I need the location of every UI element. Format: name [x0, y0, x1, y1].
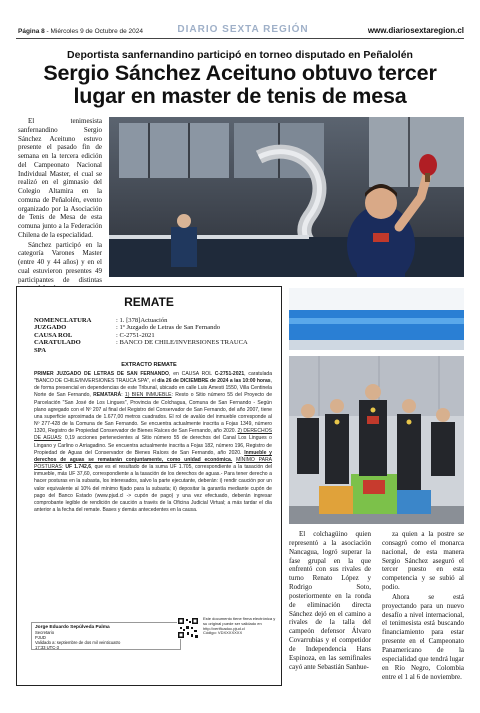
article-column-1 [289, 530, 371, 673]
player-celebration-photo [109, 117, 464, 277]
newspaper-brand: DIARIO SEXTA REGIÓN [177, 24, 309, 35]
remate-legal-notice [16, 286, 282, 686]
extracto-title: EXTRACTO REMATE [121, 362, 177, 368]
meta-row: JUZGADO : 1º Juzgado de Letras de San Fernando [34, 324, 221, 332]
remate-meta-table [34, 317, 274, 354]
article-kicker: Deportista sanfernandino participó en torneo disputado en Peñalolén [67, 49, 413, 61]
header-rule [16, 38, 464, 39]
website-link[interactable]: www.diariosextaregion.cl [367, 26, 464, 35]
intro-paragraph: Sánchez participó en la categoría Varones Master (entre 40 y 44 años) y en el cual estuvieron presentes 49 participantes de distintas [18, 240, 102, 284]
article-intro [18, 117, 102, 294]
qr-code-label: Código: VDXXXXXXX [203, 630, 243, 636]
intro-paragraph: El tenimesista sanfernandino Sergio Sánchez Aceituno estuvo presente el pasado fin de semana en la tercera edición del Campeonato Nacional Individual Master, el cual se realizó en el gimnasio del Colegio Altamira en la comuna de Peñalolén, evento organizado por la Asociación de Tenis de Mesa de esta comuna junto a la Federación Chilena de la especialidad. [18, 117, 102, 239]
article-column-2 [382, 530, 464, 682]
qr-code-icon [177, 617, 199, 639]
remate-title: REMATE [124, 295, 174, 309]
signer-note: Validado a: septiembre de dos mil veinticuatro [35, 640, 121, 645]
meta-row: CARATULADO : BANCO DE CHILE/INVERSIONES TRAUCA [34, 339, 248, 347]
signer-org: PJUD [35, 635, 46, 640]
article-headline: Sergio Sánchez Aceituno obtuvo tercer lugar en master de tenis de mesa [43, 61, 437, 108]
meta-row: NOMENCLATURA : 1. [378]Actuación [34, 317, 168, 324]
podium-photo [289, 356, 464, 524]
column-paragraph: Ahora se está proyectando para un nuevo desafío a nivel internacional, el tenimesista está buscando financiamiento para estar presente en el Campeonato Panamericano de la especialidad que tendrá lugar en Río Negro, Colombia entre el 1 al 6 de noviembre. [382, 592, 464, 681]
column-paragraph: za quien a la postre se consagró como el monarca nacional, de esta manera Sergio Sánchez aseguró el tercer puesto en esta competencia y se subió al podio. [382, 530, 464, 592]
signer-name: Jorge Eduardo Sepúlveda Palma [35, 625, 110, 630]
extracto-body: PRIMER JUZGADO DE LETRAS DE SAN FERNANDO, en CAUSA ROL C-2751-2021, caratulada "BANCO DE CHILE/INVERSIONES TRAUCA SPA", el día 26 de DICIEMBRE de 2024 a las 10:00 horas, de forma presencial en dependencias de este Tribunal, ubicado en calle Luis Amesti 1550, Villa Centinela Norte de San Fernando, REMATARÁ: 1) BIEN INMUEBLE: Resto o Sitio número 55 del Proyecto de Parcelación "San José de Los Lingues", Provincia de Colchagua, Comuna de San Fernando - Según plano agregado con el Nº 207 al final del Registro del Conservador de San Fernando, del año 2007, tiene una superficie aproximada de 1.677,00 metros cuadrados. El rol de avalúo del inmueble corresponde al Nº 277-428 de la Comuna de San Fernando. Se encuentra actualmente inscrita a Fojas 1349, número 1320, Registro de Propiedad Conservador de Bienes Raíces de San Fernando, año 2020. 2) DERECHOS DE AGUAS: 0,19 acciones pertenecientes al Sitio número 55 de derechos del Canal Los Lingues o Lingano y Carlino o Arriagadino. Se encuentra actualmente inscrita a Fojas 182, número 196, Registro de Propiedad de Aguas del Conservador de Bienes Raíces de San Fernando, año 2020. Inmueble y derechos de aguas se rematarán conjuntamente, como unidad económica. MÍNIMO PARA POSTURAS: UF 1.742,6, que es el resultado de la suma UF 1.705, correspondiente a la tasación del inmueble, más UF 37,60, correspondiente a la tasación de los derechos de aguas.- Para tener derecho a hacer posturas en la subasta, los interesados, salvo la parte ejecutante, deberán: i) rendir caución por un valor equivalente al 10% del mínimo fijado para la subasta; ii) depositar la garantía mediante cupón de pago del Banco Estado (www.pjud.cl -> cupón de pago) y una vez efectuado, deberán ingresar comprobante legible de rendición de caución a través de la Oficina Judicial Virtual; a más tardar el día anterior a la fecha del remate. Bases y demás antecedentes en la causa. [34, 371, 273, 513]
venue-detail-photo [289, 288, 464, 350]
electronic-signature-box [31, 622, 181, 650]
signer-time: 17:33 UTC-3 [35, 645, 59, 650]
qr-validation-text: Este documento tiene firma electrónica y su original puede ser validado en http://verificadoc.pjud.cl Código: VDXXXXXXX [203, 617, 279, 636]
meta-row: SPA [34, 346, 46, 354]
page-number-date: Página 8 - Miércoles 9 de Octubre de 2024 [18, 28, 144, 35]
signer-role: Secretario [35, 630, 55, 635]
column-paragraph: El colchagüino quien representó a la asociación Nancagua, logró superar la fase grupal en la que enfrentó con sus rivales de turno Renato López y Rodrigo Soto, posteriormente en la ronda de eliminación directa Sánchez dejó en el camino a rivales de la talla del campeón defensor Álvaro Covarrubias y el competidor de Independencia Hans Espinoza, en las semifinales cayó ante Sebastián Sanhue- [289, 530, 371, 671]
meta-row: CAUSA ROL : C-2751-2021 [34, 331, 155, 339]
